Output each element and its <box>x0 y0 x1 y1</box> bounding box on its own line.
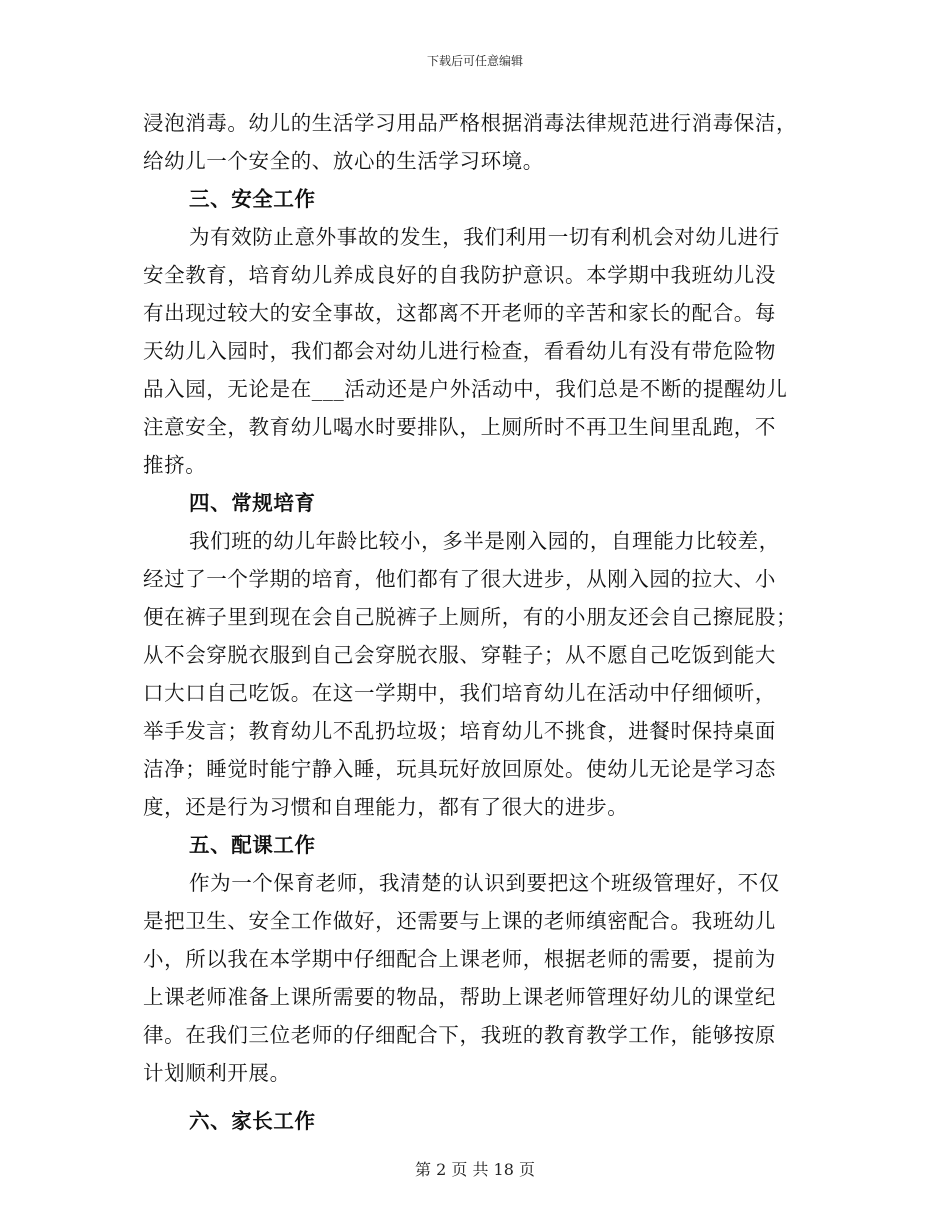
body-line: 小，所以我在本学期中仔细配合上课老师，根据老师的需要，提前为 <box>143 947 776 971</box>
paragraph-first-line: 我们班的幼儿年龄比较小，多半是刚入园的，自理能力比较差， <box>189 529 780 553</box>
body-line: 计划顺利开展。 <box>143 1061 291 1085</box>
body-line: 安全教育，培育幼儿养成良好的自我防护意识。本学期中我班幼儿没 <box>143 263 776 287</box>
body-line: 品入园，无论是在___活动还是户外活动中，我们总是不断的提醒幼儿 <box>143 377 788 401</box>
body-line: 度，还是行为习惯和自理能力，都有了很大的进步。 <box>143 795 629 819</box>
section-heading-class-assist: 五、配课工作 <box>189 833 316 857</box>
paragraph-first-line: 作为一个保育老师，我清楚的认识到要把这个班级管理好，不仅 <box>189 871 780 895</box>
body-line: 有出现过较大的安全事故，这都离不开老师的辛苦和家长的配合。每 <box>143 301 776 325</box>
spacer <box>143 1092 807 1102</box>
body-line: 给幼儿一个安全的、放心的生活学习环境。 <box>143 149 544 173</box>
document-body <box>143 104 807 1140</box>
page-number-footer: 第 2 页 共 18 页 <box>415 1160 535 1179</box>
paragraph-first-line: 为有效防止意外事故的发生，我们利用一切有利机会对幼儿进行 <box>189 225 780 249</box>
body-line: 举手发言；教育幼儿不乱扔垃圾；培育幼儿不挑食，进餐时保持桌面 <box>143 719 776 743</box>
page-header: 下载后可任意编辑 <box>426 54 523 68</box>
body-line: 是把卫生、安全工作做好，还需要与上课的老师缜密配合。我班幼儿 <box>143 909 776 933</box>
body-line: 经过了一个学期的培育，他们都有了很大进步，从刚入园的拉大、小 <box>143 567 776 591</box>
body-line: 推挤。 <box>143 453 207 477</box>
body-line: 从不会穿脱衣服到自己会穿脱衣服、穿鞋子；从不愿自己吃饭到能大 <box>143 643 776 667</box>
body-line: 注意安全，教育幼儿喝水时要排队，上厕所时不再卫生间里乱跑，不 <box>143 415 776 439</box>
body-line: 浸泡消毒。幼儿的生活学习用品严格根据消毒法律规范进行消毒保洁， <box>143 111 798 135</box>
section-heading-parents: 六、家长工作 <box>189 1109 316 1133</box>
section-heading-routine: 四、常规培育 <box>189 491 316 515</box>
body-line: 律。在我们三位老师的仔细配合下，我班的教育教学工作，能够按原 <box>143 1023 776 1047</box>
body-line: 便在裤子里到现在会自己脱裤子上厕所，有的小朋友还会自己擦屁股； <box>143 605 798 629</box>
body-line: 上课老师准备上课所需要的物品，帮助上课老师管理好幼儿的课堂纪 <box>143 985 776 1009</box>
body-line: 洁净；睡觉时能宁静入睡，玩具玩好放回原处。使幼儿无论是学习态 <box>143 757 776 781</box>
section-heading-safety: 三、安全工作 <box>189 187 316 211</box>
body-line: 天幼儿入园时，我们都会对幼儿进行检查，看看幼儿有没有带危险物 <box>143 339 776 363</box>
body-line: 口大口自己吃饭。在这一学期中，我们培育幼儿在活动中仔细倾听， <box>143 681 776 705</box>
